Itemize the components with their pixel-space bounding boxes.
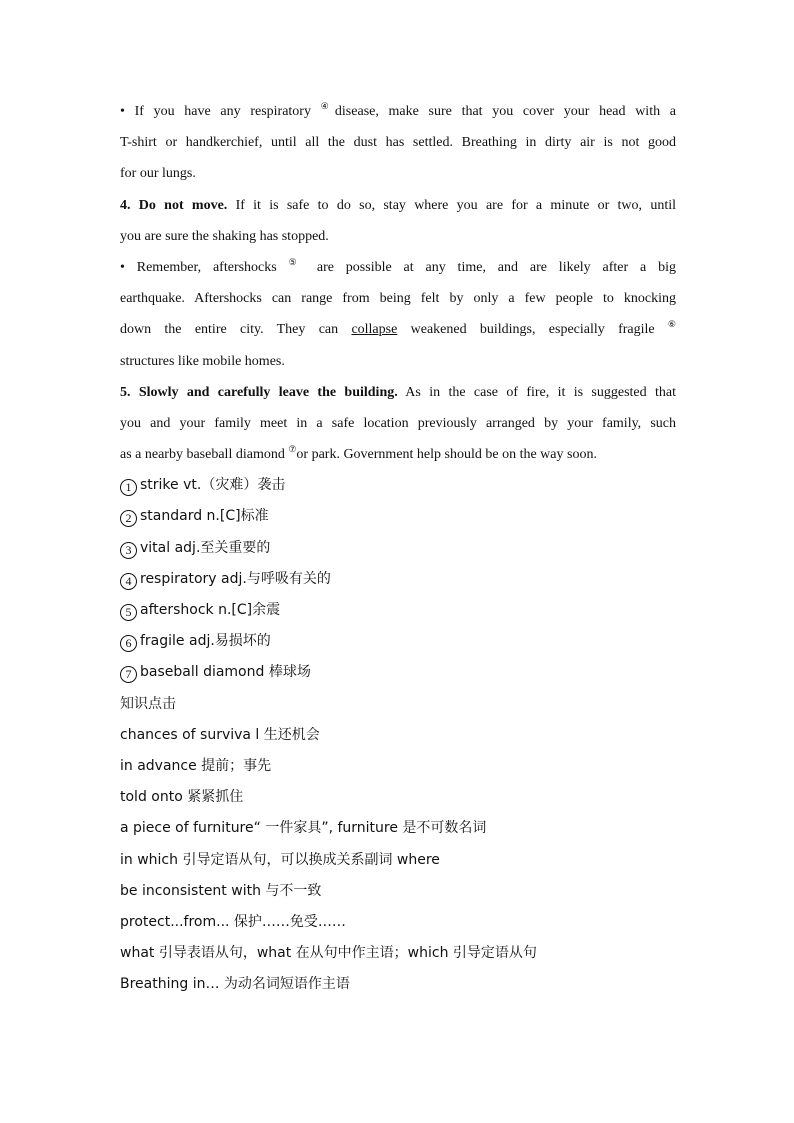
text-run: are possible at any time, and are likely after a big [305,259,676,275]
paragraph-line [120,96,676,127]
paragraph-line: earthquake. Aftershocks can range from being felt by only a few people to knocking [120,291,676,307]
section-heading: 5. Slowly and carefully leave the building. [120,384,398,400]
paragraph-line: for our lungs. [120,166,196,182]
vocab-text: strike vt.（灾难）袭击 [140,477,286,494]
vocab-text: standard n.[C]标准 [140,508,269,525]
note-item: be inconsistent with 与不一致 [120,882,322,899]
vocab-item [120,595,676,626]
note-item: in which 引导定语从句，可以换成关系副词 where [120,851,440,868]
vocab-item [120,470,676,501]
document-page [120,96,676,1000]
text-run: If it is safe to do so, stay where you are for a minute or two, until [227,197,676,213]
text-run: as a nearby baseball diamond [120,447,289,463]
paragraph-line [120,190,676,221]
text-run: As in the case of fire, it is suggested that [397,384,676,400]
vocab-text: fragile adj.易损坏的 [140,633,271,650]
circled-number: 1 [120,479,137,496]
vocab-text: respiratory adj.与呼吸有关的 [140,570,331,587]
text-run: disease, make sure that you cover your head with a [334,104,676,119]
paragraph-line [120,377,676,408]
circled-number: 3 [120,542,137,559]
footnote-marker: ⑤ [288,256,305,267]
note-item: Breathing in… 为动名词短语作主语 [120,976,350,993]
text-run: down the entire city. They can [120,322,352,338]
note-item: protect...from... 保护……免受…… [120,913,346,930]
text-run: weakened buildings, especially fragile [397,322,668,338]
section-heading: 4. Do not move. [120,197,228,213]
notes-title: 知识点击 [120,695,176,712]
footnote-marker: ⑥ [667,319,676,330]
note-item: a piece of furniture“ 一件家具”, furniture 是不可数名词 [120,820,487,837]
vocab-text: vital adj.至关重要的 [140,539,271,556]
vocab-item [120,657,676,688]
vocab-text: aftershock n.[C]余震 [140,602,281,618]
text-run: • If you have any respiratory [120,104,321,119]
paragraph-line [120,314,676,345]
circled-number: 6 [120,635,137,652]
paragraph-line: T-shirt or handkerchief, until all the dust has settled. Breathing in dirty air is not good [120,135,676,151]
vocab-text: baseball diamond 棒球场 [140,664,311,681]
paragraph-line: you and your family meet in a safe location previously arranged by your family, such [120,415,676,431]
paragraph-line: structures like mobile homes. [120,353,285,369]
note-item: in advance 提前；事先 [120,757,272,774]
paragraph-line [120,439,676,470]
circled-number: 2 [120,510,137,527]
circled-number: 7 [120,666,137,683]
circled-number: 4 [120,573,137,590]
underlined-word: collapse [351,322,398,338]
text-run: • Remember, aftershocks [120,259,289,275]
vocab-item [120,501,676,532]
paragraph-line: you are sure the shaking has stopped. [120,228,329,244]
footnote-marker: ⑦ [288,444,297,455]
vocab-item [120,533,676,564]
text-run: or park. Government help should be on the way soon. [296,447,597,463]
note-item: told onto 紧紧抓住 [120,789,244,806]
footnote-marker: ④ [320,101,335,111]
note-item: chances of surviva l 生还机会 [120,726,320,743]
note-item: what 引导表语从句，what 在从句中作主语；which 引导定语从句 [120,945,537,962]
paragraph-line [120,252,676,283]
circled-number: 5 [120,604,137,621]
vocab-item [120,564,676,595]
vocab-item [120,626,676,657]
